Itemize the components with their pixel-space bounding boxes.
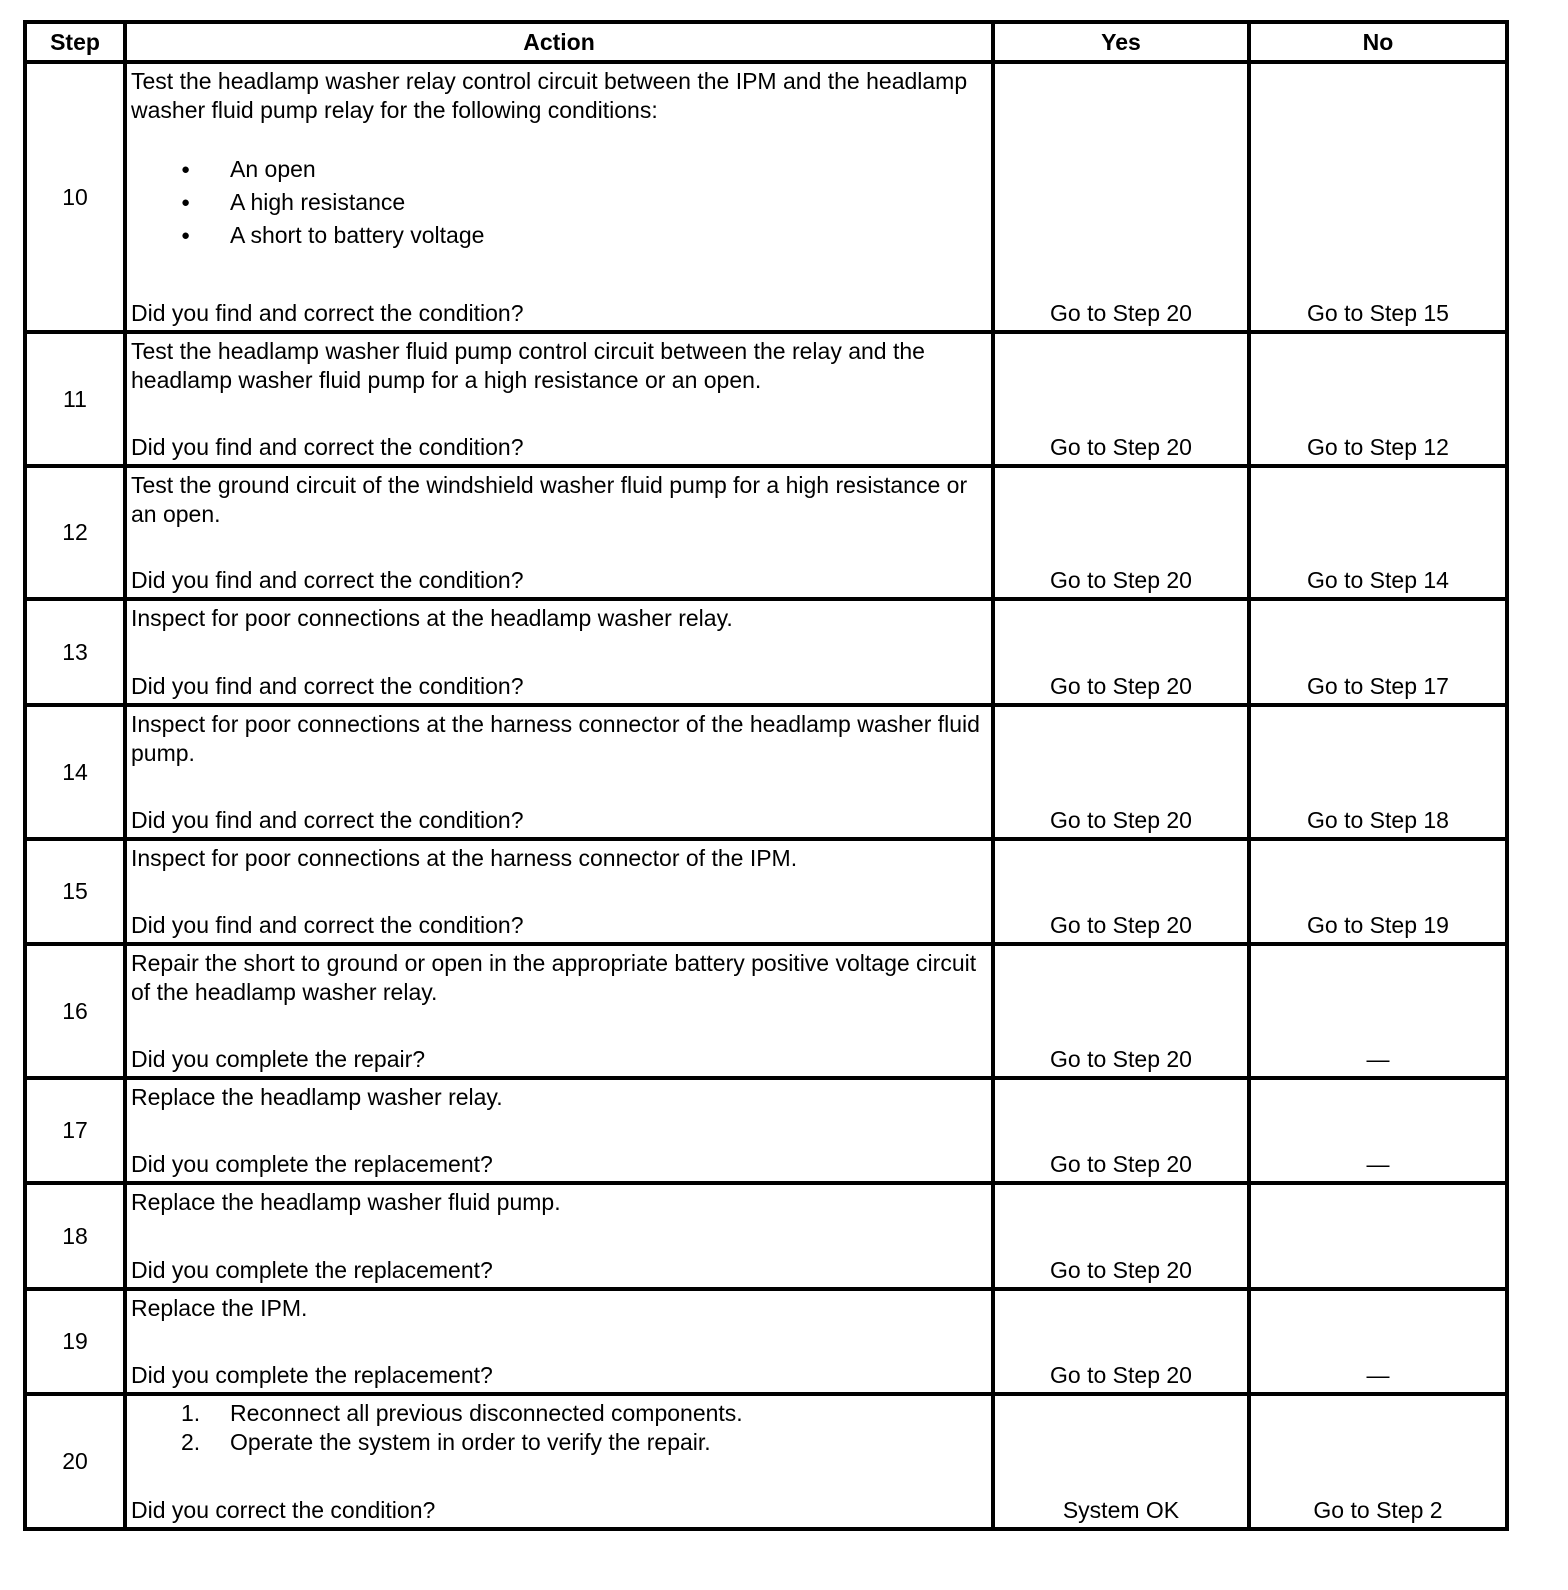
item-text: Operate the system in order to verify the repair. xyxy=(230,1429,711,1455)
table-row xyxy=(25,1289,1507,1394)
action-question: Did you find and correct the condition? xyxy=(131,673,524,699)
action-body xyxy=(131,67,987,280)
condition-list xyxy=(131,153,987,252)
action-cell xyxy=(125,62,993,332)
action-cell xyxy=(125,1289,993,1394)
item-text: Reconnect all previous disconnected components. xyxy=(230,1400,743,1426)
step-number: 13 xyxy=(25,599,125,705)
table-row xyxy=(25,599,1507,705)
table-row xyxy=(25,332,1507,466)
step-number: 11 xyxy=(25,332,125,466)
action-text: Repair the short to ground or open in the appropriate battery positive voltage circuit of the headlamp washer relay. xyxy=(131,950,977,1005)
yes-result: Go to Step 20 xyxy=(993,705,1249,839)
item-number: 2. xyxy=(181,1429,201,1455)
procedure-list xyxy=(131,1399,987,1457)
action-cell xyxy=(125,332,993,466)
no-result: — xyxy=(1249,1289,1507,1394)
no-result: — xyxy=(1249,944,1507,1078)
yes-result: Go to Step 20 xyxy=(993,1183,1249,1289)
action-cell xyxy=(125,944,993,1078)
action-body xyxy=(131,337,987,395)
header-action: Action xyxy=(125,22,993,62)
table-row xyxy=(25,705,1507,839)
yes-result: Go to Step 20 xyxy=(993,62,1249,332)
step-number: 17 xyxy=(25,1078,125,1183)
action-body xyxy=(131,604,987,633)
step-number: 16 xyxy=(25,944,125,1078)
action-cell xyxy=(125,466,993,599)
action-question: Did you complete the replacement? xyxy=(131,1257,493,1283)
table-row xyxy=(25,1183,1507,1289)
no-result: Go to Step 14 xyxy=(1249,466,1507,599)
action-question: Did you find and correct the condition? xyxy=(131,300,524,326)
action-text: Replace the IPM. xyxy=(131,1295,308,1321)
table-row xyxy=(25,62,1507,332)
step-number: 14 xyxy=(25,705,125,839)
yes-result: Go to Step 20 xyxy=(993,1078,1249,1183)
condition-item: ● A short to battery voltage xyxy=(131,219,987,252)
table-row xyxy=(25,466,1507,599)
action-body xyxy=(131,1188,987,1217)
table-row xyxy=(25,1078,1507,1183)
action-question: Did you complete the replacement? xyxy=(131,1362,493,1388)
action-cell xyxy=(125,705,993,839)
yes-result: Go to Step 20 xyxy=(993,599,1249,705)
action-question: Did you find and correct the condition? xyxy=(131,567,524,593)
no-result: Go to Step 18 xyxy=(1249,705,1507,839)
no-result: Go to Step 17 xyxy=(1249,599,1507,705)
step-number: 18 xyxy=(25,1183,125,1289)
action-question: Did you complete the replacement? xyxy=(131,1151,493,1177)
yes-result: Go to Step 20 xyxy=(993,332,1249,466)
header-step: Step xyxy=(25,22,125,62)
action-text: Test the ground circuit of the windshield washer fluid pump for a high resistance or an open. xyxy=(131,472,968,527)
diagnostic-table xyxy=(23,20,1509,1531)
table-row xyxy=(25,839,1507,944)
action-body xyxy=(131,844,987,873)
yes-result: Go to Step 20 xyxy=(993,839,1249,944)
action-text: Inspect for poor connections at the headlamp washer relay. xyxy=(131,605,733,631)
action-text: Test the headlamp washer relay control circuit between the IPM and the headlamp washer fluid pump relay for the following conditions: xyxy=(131,68,968,123)
action-text: Inspect for poor connections at the harness connector of the IPM. xyxy=(131,845,798,871)
yes-result: Go to Step 20 xyxy=(993,466,1249,599)
step-number: 15 xyxy=(25,839,125,944)
condition-item: ● A high resistance xyxy=(131,186,987,219)
action-question: Did you find and correct the condition? xyxy=(131,434,524,460)
step-number: 12 xyxy=(25,466,125,599)
action-cell xyxy=(125,599,993,705)
action-body xyxy=(131,710,987,768)
action-text: Replace the headlamp washer fluid pump. xyxy=(131,1189,561,1215)
action-body xyxy=(131,471,987,529)
no-result: Go to Step 19 xyxy=(1249,839,1507,944)
action-cell xyxy=(125,1078,993,1183)
no-result xyxy=(1249,1183,1507,1289)
yes-result: Go to Step 20 xyxy=(993,1289,1249,1394)
action-text: Test the headlamp washer fluid pump control circuit between the relay and the headlamp washer fluid pump for a high resistance or an open. xyxy=(131,338,925,393)
no-result: Go to Step 15 xyxy=(1249,62,1507,332)
action-body xyxy=(131,1083,987,1112)
header-row xyxy=(25,22,1507,62)
action-body xyxy=(131,1399,987,1485)
step-number: 19 xyxy=(25,1289,125,1394)
header-yes: Yes xyxy=(993,22,1249,62)
step-number: 10 xyxy=(25,62,125,332)
step-number: 20 xyxy=(25,1394,125,1529)
action-text: Replace the headlamp washer relay. xyxy=(131,1084,503,1110)
action-body xyxy=(131,1294,987,1323)
yes-result: System OK xyxy=(993,1394,1249,1529)
condition-item: ● An open xyxy=(131,153,987,186)
header-no: No xyxy=(1249,22,1507,62)
action-cell xyxy=(125,839,993,944)
action-question: Did you find and correct the condition? xyxy=(131,912,524,938)
action-question: Did you complete the repair? xyxy=(131,1046,426,1072)
procedure-item xyxy=(131,1399,987,1428)
no-result: Go to Step 12 xyxy=(1249,332,1507,466)
action-question: Did you correct the condition? xyxy=(131,1497,436,1523)
action-text: Inspect for poor connections at the harness connector of the headlamp washer fluid pump. xyxy=(131,711,980,766)
procedure-item xyxy=(131,1428,987,1457)
table-row xyxy=(25,1394,1507,1529)
item-number: 1. xyxy=(181,1400,201,1426)
action-body xyxy=(131,949,987,1007)
action-question: Did you find and correct the condition? xyxy=(131,807,524,833)
action-cell xyxy=(125,1183,993,1289)
yes-result: Go to Step 20 xyxy=(993,944,1249,1078)
no-result: — xyxy=(1249,1078,1507,1183)
action-cell xyxy=(125,1394,993,1529)
no-result: Go to Step 2 xyxy=(1249,1394,1507,1529)
table-row xyxy=(25,944,1507,1078)
